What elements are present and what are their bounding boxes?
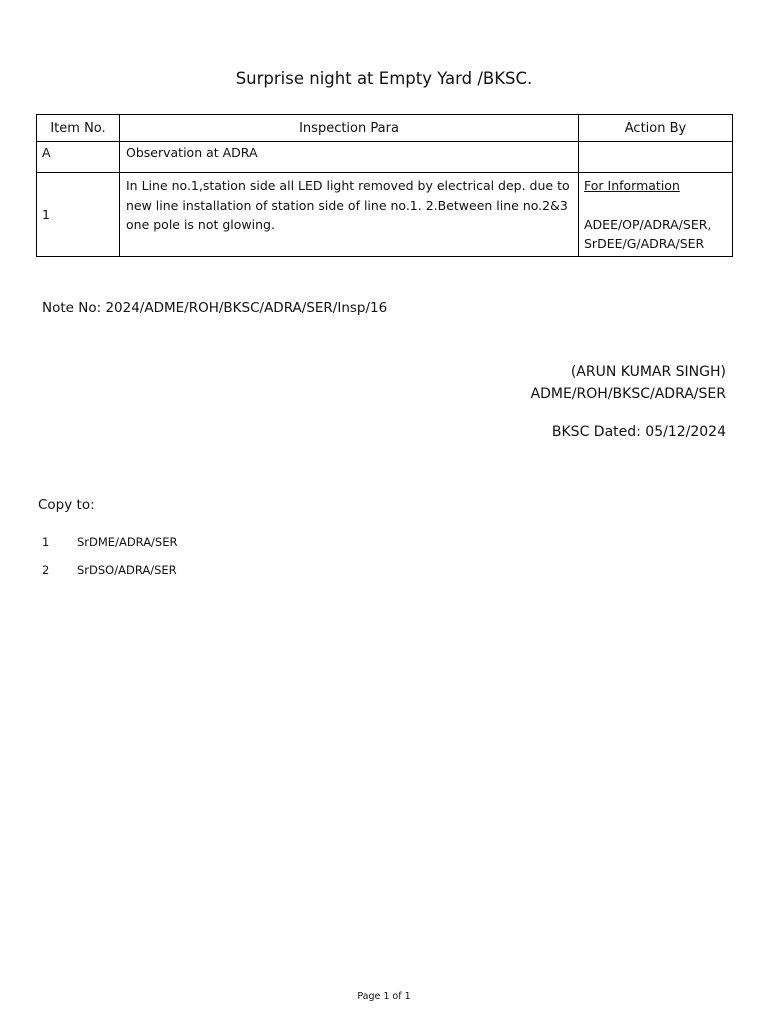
page-title: Surprise night at Empty Yard /BKSC.: [235, 69, 533, 88]
copy-item-number: 1: [42, 535, 50, 549]
table-row: [37, 142, 733, 173]
copy-to-item: [42, 535, 178, 549]
item-no-cell: 1: [37, 173, 120, 257]
header-inspection-para: Inspection Para: [120, 115, 579, 142]
item-no-cell: A: [37, 142, 120, 173]
header-action-by: Action By: [579, 115, 733, 142]
page-footer: Page 1 of 1: [357, 991, 411, 1002]
header-item-no: Item No.: [37, 115, 120, 142]
copy-to-item: [42, 563, 177, 577]
table-header-row: [37, 115, 733, 142]
copy-item-number: 2: [42, 563, 50, 577]
copy-item-text: SrDME/ADRA/SER: [77, 535, 178, 549]
action-by-cell: [579, 142, 733, 173]
inspection-para-cell: In Line no.1,station side all LED light removed by electrical dep. due to new line installation of station side of line no.1. 2.Between line no.2&3 one pole is not glowing.: [120, 173, 579, 257]
action-by-recipients: ADEE/OP/ADRA/SER, SrDEE/G/ADRA/SER: [584, 216, 712, 251]
copy-item-text: SrDSO/ADRA/SER: [77, 563, 177, 577]
action-by-cell: [579, 173, 733, 257]
table-row: [37, 173, 733, 257]
inspection-para-cell: Observation at ADRA: [120, 142, 579, 173]
inspection-table: [36, 114, 733, 257]
for-information-label: For Information: [584, 178, 680, 193]
copy-to-label: Copy to:: [38, 497, 95, 513]
dated-line: BKSC Dated: 05/12/2024: [551, 424, 726, 440]
note-number: Note No: 2024/ADME/ROH/BKSC/ADRA/SER/Insp/16: [42, 300, 388, 316]
signatory-name: (ARUN KUMAR SINGH): [570, 364, 726, 380]
signatory-designation: ADME/ROH/BKSC/ADRA/SER: [530, 386, 726, 402]
